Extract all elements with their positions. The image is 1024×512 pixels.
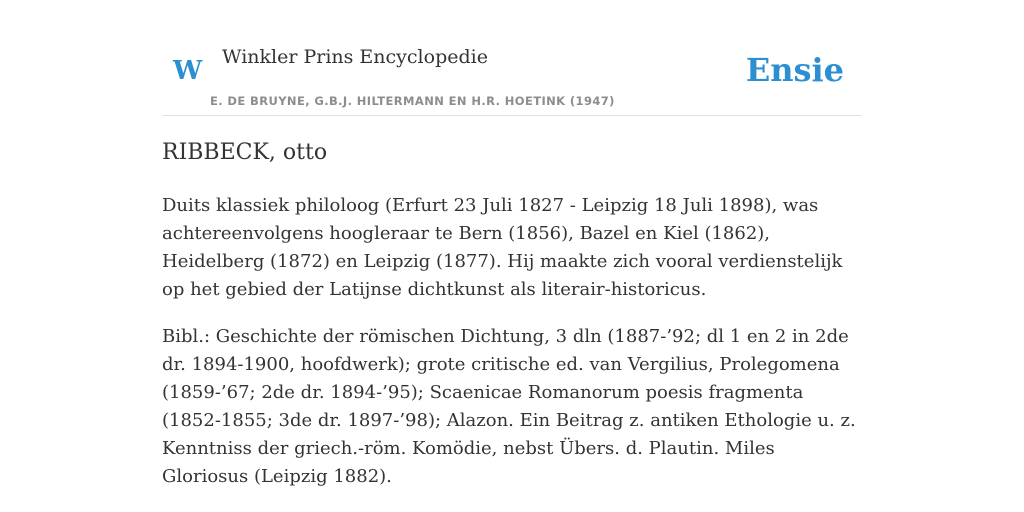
publication-header [162, 40, 862, 116]
winkler-prins-logo[interactable]: W [173, 56, 203, 86]
publication-authors: E. DE BRUYNE, G.B.J. HILTERMANN EN H.R. HOETINK (1947) [210, 94, 615, 108]
entry-title: RIBBECK, otto [162, 140, 328, 165]
ensie-brand-link[interactable]: Ensie [745, 51, 844, 89]
entry-bibliography: Bibl.: Geschichte der römischen Dichtung, 3 dln (1887-’92; dl 1 en 2 in 2de dr. 1894-1900, hoofdwerk); grote critische ed. van Vergilius, Prolegomena (1859-’67; 2de dr. 1894-’95); Scaenicae Romanorum poesis fragmenta (1852-1855; 3de dr. 1897-’98); Alazon. Ein Beitrag z. antiken Ethologie u. z. Kenntniss der griech.-röm. Komödie, nebst Übers. d. Plautin. Miles Gloriosus (Leipzig 1882). [162, 326, 856, 487]
entry-description: Duits klassiek philoloog (Erfurt 23 Juli 1827 - Leipzig 18 Juli 1898), was achtereenvolgens hoogleraar te Bern (1856), Bazel en Kiel (1862), Heidelberg (1872) en Leipzig (1877). Hij maakte zich vooral verdienstelijk op het gebied der Latijnse dichtkunst als literair-historicus. [162, 195, 843, 300]
publication-title[interactable]: Winkler Prins Encyclopedie [222, 46, 488, 68]
